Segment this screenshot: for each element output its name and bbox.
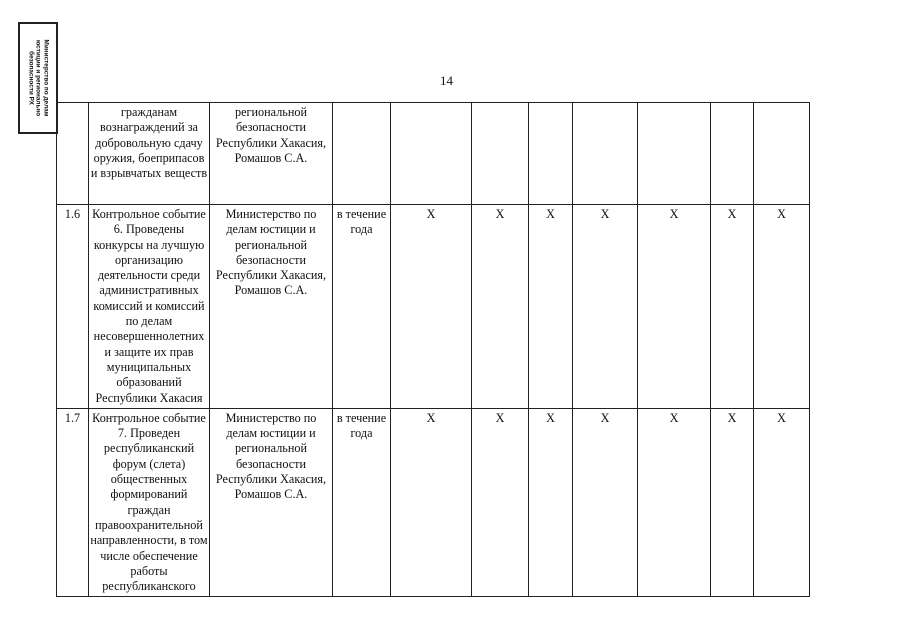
row-number: 1.6 — [57, 205, 89, 409]
mark-cell — [472, 103, 529, 205]
term-cell: в течение года — [333, 408, 391, 597]
mark-cell: X — [529, 408, 573, 597]
mark-cell: X — [573, 205, 638, 409]
mark-cell: X — [391, 408, 472, 597]
mark-cell: X — [391, 205, 472, 409]
mark-cell: X — [638, 205, 711, 409]
page-number: 14 — [440, 73, 453, 88]
mark-cell: X — [472, 205, 529, 409]
ministry-stamp — [18, 22, 58, 134]
mark-cell: X — [472, 408, 529, 597]
event-cell: Контрольное событие 7. Проведен республиканский форум (слета) общественных формирований граждан правоохранительной направленности, в том числе обеспечение работы республиканского — [89, 408, 210, 597]
mark-cell: X — [529, 205, 573, 409]
table-row — [57, 205, 810, 409]
responsible-cell: региональной безопасности Республики Хакасия, Ромашов С.А. — [210, 103, 333, 205]
mark-cell — [391, 103, 472, 205]
term-cell: в течение года — [333, 205, 391, 409]
mark-cell: X — [754, 205, 810, 409]
event-cell: гражданам вознаграждений за добровольную сдачу оружия, боеприпасов и взрывчатых веществ — [89, 103, 210, 205]
row-number — [57, 103, 89, 205]
mark-cell — [754, 103, 810, 205]
plan-table — [56, 102, 810, 597]
stamp-text: Министерство по делам юстиции и регионально безопасности РХ — [27, 39, 50, 117]
responsible-cell: Министерство по делам юстиции и региональной безопасности Республики Хакасия, Ромашов С.А. — [210, 205, 333, 409]
mark-cell — [573, 103, 638, 205]
row-number: 1.7 — [57, 408, 89, 597]
mark-cell: X — [754, 408, 810, 597]
mark-cell: X — [711, 205, 754, 409]
mark-cell — [529, 103, 573, 205]
table-row — [57, 408, 810, 597]
mark-cell: X — [711, 408, 754, 597]
table-row — [57, 103, 810, 205]
mark-cell — [638, 103, 711, 205]
event-cell: Контрольное событие 6. Проведены конкурсы на лучшую организацию деятельности среди административных комиссий и комиссий по делам несовершеннолетних и защите их прав муниципальных образований Республики Хакасия — [89, 205, 210, 409]
mark-cell — [711, 103, 754, 205]
responsible-cell: Министерство по делам юстиции и региональной безопасности Республики Хакасия, Ромашов С.А. — [210, 408, 333, 597]
mark-cell: X — [573, 408, 638, 597]
term-cell — [333, 103, 391, 205]
mark-cell: X — [638, 408, 711, 597]
